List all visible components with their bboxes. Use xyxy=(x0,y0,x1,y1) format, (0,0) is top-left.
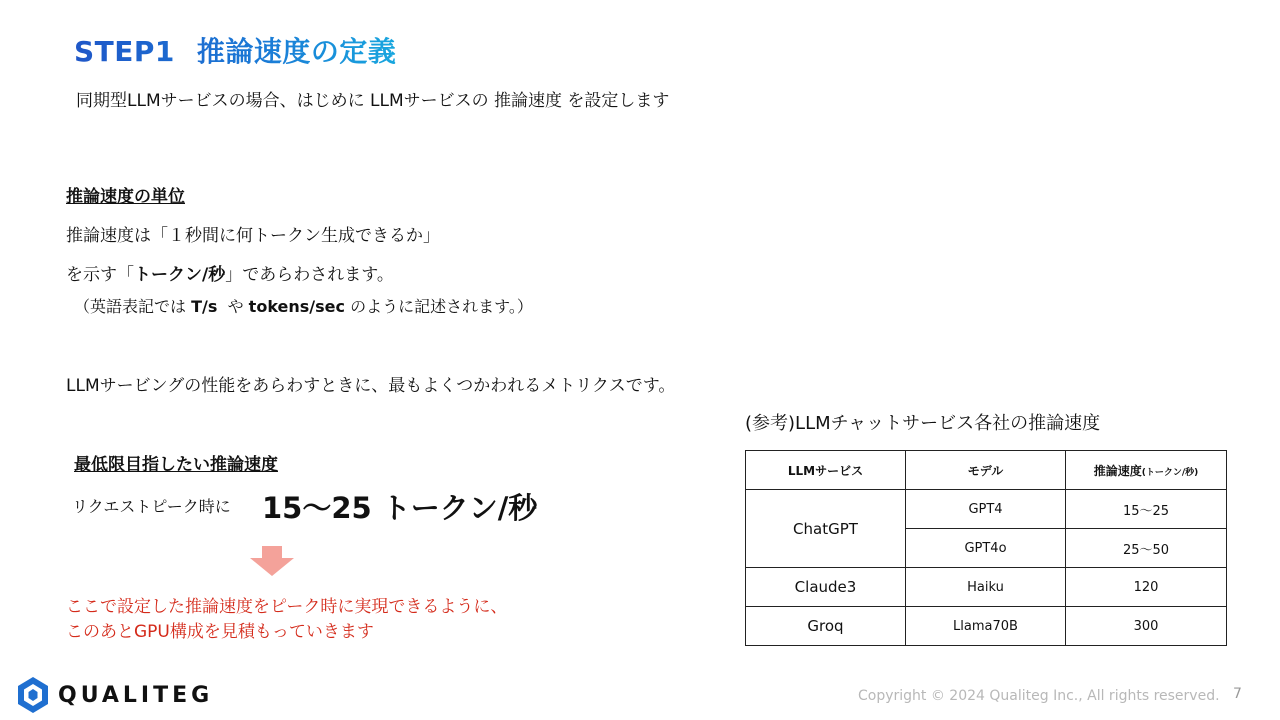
unit-line-3-tokens: tokens/sec xyxy=(248,297,345,316)
unit-line-2 xyxy=(66,260,394,285)
model-cell: GPT4 xyxy=(906,490,1066,529)
minimum-heading: 最低限目指したい推論速度 xyxy=(74,455,278,475)
unit-line-1: 推論速度は「１秒間に何トークン生成できるか」 xyxy=(66,226,440,246)
copyright: Copyright © 2024 Qualiteg Inc., All rights reserved. xyxy=(858,688,1220,704)
speed-cell: 120 xyxy=(1066,568,1227,607)
table-row xyxy=(746,568,1227,607)
unit-line-3-post: のように記述されます。） xyxy=(350,297,533,316)
unit-line-2-bold: トークン/秒 xyxy=(134,265,226,285)
reference-title: (参考)LLMチャットサービス各社の推論速度 xyxy=(745,413,1101,434)
unit-heading: 推論速度の単位 xyxy=(66,187,185,207)
header-service: LLMサービス xyxy=(746,451,906,490)
peak-label: リクエストピーク時に xyxy=(72,497,231,516)
peak-value: 15～25 トークン/秒 xyxy=(262,491,538,525)
logo-text: QUALITEG xyxy=(58,683,214,708)
unit-line-2-pre: を示す「 xyxy=(66,265,134,285)
subtitle: 同期型LLMサービスの場合、はじめに LLMサービスの 推論速度 を設定します xyxy=(76,91,670,111)
model-cell: Haiku xyxy=(906,568,1066,607)
title-text: 推論速度の定義 xyxy=(196,35,397,68)
header-speed xyxy=(1066,451,1227,490)
unit-line-4: LLMサービングの性能をあらわすときに、最もよくつかわれるメトリクスです。 xyxy=(66,376,676,396)
page-title xyxy=(74,30,418,70)
step-label: STEP1 xyxy=(74,35,175,68)
qualiteg-logo-icon xyxy=(16,676,50,714)
table-row xyxy=(746,607,1227,646)
speed-cell: 300 xyxy=(1066,607,1227,646)
service-cell: ChatGPT xyxy=(746,490,906,568)
header-speed-unit: (トークン/秒) xyxy=(1141,467,1199,478)
unit-line-3-pre: （英語表記では xyxy=(74,297,187,316)
unit-line-3 xyxy=(74,294,533,317)
service-cell: Groq xyxy=(746,607,906,646)
note-line-2: このあとGPU構成を見積もっていきます xyxy=(66,622,374,642)
header-speed-label: 推論速度 xyxy=(1093,463,1142,478)
model-cell: Llama70B xyxy=(906,607,1066,646)
reference-table xyxy=(745,450,1227,646)
unit-line-2-post: 」であらわされます。 xyxy=(225,265,394,285)
header-model: モデル xyxy=(906,451,1066,490)
page-number: 7 xyxy=(1233,686,1242,702)
note-line-1: ここで設定した推論速度をピーク時に実現できるように、 xyxy=(66,597,508,617)
unit-line-3-ts: T/s xyxy=(191,297,218,316)
speed-cell: 25～50 xyxy=(1066,529,1227,568)
table-row xyxy=(746,490,1227,529)
speed-cell: 15～25 xyxy=(1066,490,1227,529)
down-arrow-icon xyxy=(250,546,294,576)
model-cell: GPT4o xyxy=(906,529,1066,568)
table-header-row xyxy=(746,451,1227,490)
unit-line-3-mid: や xyxy=(227,297,244,316)
service-cell: Claude3 xyxy=(746,568,906,607)
